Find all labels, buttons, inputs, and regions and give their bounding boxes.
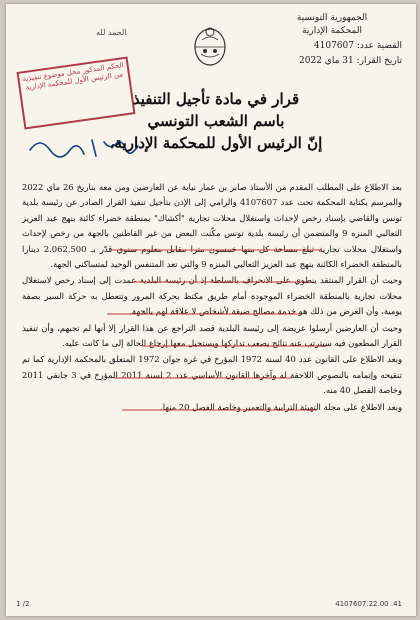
decision-title bbox=[86, 88, 346, 154]
paragraph-1: بعد الاطلاع على المطلب المقدم من الأستاذ صابر بن عمار نيابة عن العارضين ومن معه بتاريخ 26 ماي 2022 والمرسم بكتابة المحكمة تحت عدد 4107607 والرامي إلى الإذن بتأجيل تنفيذ القرار الصادر عن رئيسة بلدية تونس والقاضي بإسناد رخص لإحداث واستغلال محلات تجارية "أكشاك" بمنطقة خضراء كائنة بنهج عبد العزيز الثعالبي المنزه 9 والمتضمن أن رئيسة بلدية تونس مكّنت البعض من غير القاطنين بالجهة من رخص لإحداث واستغلال محلات تجارية تبلغ مساحة كل منها خمسون مترا مقابل معلوم سنوي قدّر بـ 2.062.500 دينارا بالمنطقة الخضراء الكائنة بنهج عبد العزيز الثعالبي المنزه 9 والتي تعد المتنفس الوحيد لمتساكني الجهة. bbox=[22, 182, 403, 270]
tunisia-emblem-icon bbox=[188, 24, 232, 68]
title-line-1: قرار في مادة تأجيل التنفيذ bbox=[132, 90, 300, 108]
title-line-3: إنّ الرئيس الأول للمحكمة الإدارية، bbox=[109, 134, 323, 152]
stamp-text: الحكم المذكور محل موضوع تنفيذية من الرئيس الأول للمحكمة الإدارية bbox=[22, 61, 125, 92]
paragraph-3: وحيث أن العارضين أرسلوا عريضة إلى رئيسة البلدية قصد التراجع عن هذا القرار إلا أنها لم تجبهم، وأن تنفيذ القرار المطعون فيه سيترتب عنه نتائج يصعب تداركها ويستحيل معها إرجاع الحالة إلى ما كانت عليه. bbox=[22, 322, 402, 349]
country-name: الجمهورية التونسية bbox=[296, 13, 368, 23]
case-reference: القضية عدد: 4107607 bbox=[313, 41, 402, 51]
paragraph-2: وحيث أن القرار المنتقد ينطوي على الانحراف بالسلطة إذ أن رئيسة البلدية عمدت إلى إسناد رخص لاستغلال محلات تجارية بالمنطقة الخضراء الموجودة أمام طريق مكتظ بحركة المرور وتتعطل به حركة السير بصفة يومية، وأن الغرض من ذلك هو خدمة مصالح ضيقة لأشخاص لا علاقة لهم بالجهة. bbox=[22, 275, 402, 317]
paragraph-5: وبعد الاطلاع على مجلة التهيئة الترابية والتعمير وخاصة الفصل 20 منها. bbox=[160, 401, 402, 412]
decision-date: تاريخ القرار: 31 ماي 2022 bbox=[299, 56, 402, 66]
document-code: 4107607.22.00 .41 bbox=[335, 600, 402, 608]
title-line-2: باسم الشعب التونسي bbox=[147, 112, 285, 130]
header-invocation: الحمد لله bbox=[96, 28, 127, 37]
header-block bbox=[262, 12, 402, 68]
paragraph-4: وبعد الاطلاع على القانون عدد 40 لسنة 1972 المؤرخ في غرة جوان 1972 المتعلق بالمحكمة الإدارية كما تم تنقيحه وإتمامه بالنصوص اللاحقة له وآخرها القانون الأساسي عدد 2 لسنة 2011 المؤرخ في 3 جانفي 2011 وخاصة الفصل 40 منه. bbox=[22, 354, 402, 396]
document-page bbox=[6, 4, 416, 616]
court-name: المحكمة الإدارية bbox=[302, 26, 362, 36]
decision-body bbox=[22, 180, 402, 416]
page-number: 1 /2 bbox=[16, 600, 30, 608]
